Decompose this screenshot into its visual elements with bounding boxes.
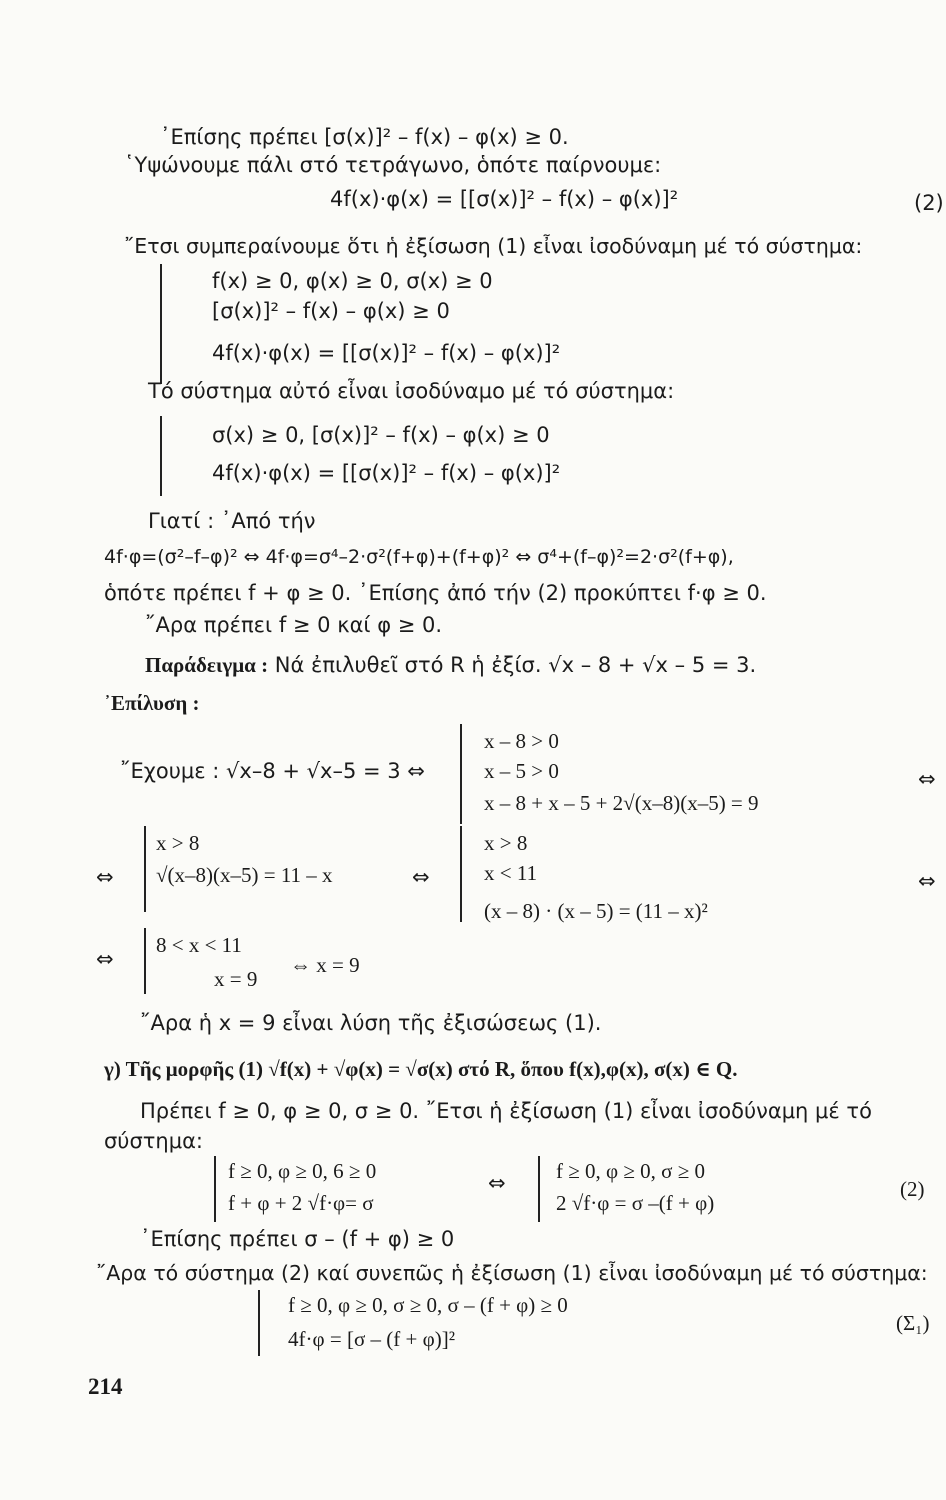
text-line: ῎Αρα πρέπει f ≥ 0 καί φ ≥ 0. (145, 613, 443, 637)
system-brace (144, 826, 146, 912)
system-brace (460, 826, 462, 922)
equivalence-arrow: ⇔ (412, 865, 430, 889)
equation: σ(x) ≥ 0, [σ(x)]² – f(x) – φ(x) ≥ 0 (212, 423, 550, 447)
system-brace (460, 724, 462, 824)
equation: [σ(x)]² – f(x) – φ(x) ≥ 0 (212, 299, 450, 323)
equation: f(x) ≥ 0, φ(x) ≥ 0, σ(x) ≥ 0 (212, 269, 493, 293)
equation: x – 8 > 0 (484, 729, 559, 753)
equation-number: (2) (900, 1177, 925, 1201)
equation: x – 5 > 0 (484, 759, 559, 783)
equation: 4f(x)·φ(x) = [[σ(x)]² – f(x) – φ(x)]² (212, 461, 561, 485)
text-line: ᾿Επίσης πρέπει [σ(x)]² – f(x) – φ(x) ≥ 0. (160, 125, 569, 149)
equation: f ≥ 0, φ ≥ 0, 6 ≥ 0 (228, 1159, 377, 1183)
page-number: 214 (88, 1374, 123, 1399)
text-line: ῎Αρα ἡ x = 9 εἶναι λύση τῆς ἐξισώσεως (1). (140, 1011, 602, 1035)
equation: x > 8 (156, 831, 200, 855)
system-brace (160, 416, 162, 496)
equation: (x – 8) · (x – 5) = (11 – x)² (484, 899, 708, 923)
equation: ⇔ x = 9 (290, 953, 360, 977)
text-line: σύστημα: (104, 1129, 204, 1153)
text-line: Πρέπει f ≥ 0, φ ≥ 0, σ ≥ 0. ῎Ετσι ἡ ἐξίσωση (1) εἶναι ἰσοδύναμη μέ τό (140, 1099, 872, 1123)
text-line: ῎Ετσι συμπεραίνουμε ὅτι ἡ ἐξίσωση (1) εἶναι ἰσοδύναμη μέ τό σύστημα: (124, 234, 863, 258)
solution-heading: ᾿Επίλυση : (104, 691, 200, 715)
equivalence-arrow: ⇔ (918, 767, 936, 791)
equation: 4f·φ = [σ – (f + φ)]² (288, 1327, 455, 1351)
equation: ῎Εχουμε : √x–8 + √x–5 = 3 ⇔ (120, 759, 425, 783)
system-brace (538, 1156, 540, 1222)
equation: 4f·φ=(σ²–f–φ)² ⇔ 4f·φ=σ⁴–2·σ²(f+φ)+(f+φ)² ⇔ σ⁴+(f–φ)²=2·σ²(f+φ), (104, 546, 734, 568)
equation: x = 9 (214, 967, 258, 991)
equation: f ≥ 0, φ ≥ 0, σ ≥ 0, σ – (f + φ) ≥ 0 (288, 1293, 568, 1317)
text-line: ὁπότε πρέπει f + φ ≥ 0. ᾿Επίσης ἀπό τήν (2) προκύπτει f·φ ≥ 0. (104, 581, 767, 605)
example-heading: Παράδειγμα : (145, 653, 269, 677)
equivalence-arrow: ⇔ (96, 947, 114, 971)
equation: x < 11 (484, 861, 538, 885)
equation-number: (2) (914, 191, 944, 215)
system-brace (258, 1290, 260, 1356)
equation: f ≥ 0, φ ≥ 0, σ ≥ 0 (556, 1159, 706, 1183)
equation-number: (Σ₁) (896, 1311, 930, 1335)
system-brace (144, 928, 146, 994)
text-line: Τό σύστημα αὐτό εἶναι ἰσοδύναμο μέ τό σύστημα: (148, 379, 675, 403)
text-line (145, 652, 756, 678)
equation: f + φ + 2 √f·φ= σ (228, 1191, 374, 1215)
equation: 2 √f·φ = σ –(f + φ) (556, 1191, 715, 1215)
equivalence-arrow: ⇔ (918, 869, 936, 893)
equivalence-arrow: ⇔ (488, 1171, 506, 1195)
text-line: ῾Υψώνουμε πάλι στό τετράγωνο, ὁπότε παίρνουμε: (124, 153, 662, 177)
example-text: Νά ἐπιλυθεῖ στό R ἡ ἐξίσ. √x – 8 + √x – 5 = 3. (268, 653, 757, 677)
text-line: ᾿Επίσης πρέπει σ – (f + φ) ≥ 0 (140, 1227, 455, 1251)
section-heading: γ) Τῆς μορφῆς (1) √f(x) + √φ(x) = √σ(x) στό R, ὅπου f(x),φ(x), σ(x) ∈ Q. (104, 1057, 738, 1081)
system-brace (214, 1156, 216, 1222)
equation: 8 < x < 11 (156, 933, 242, 957)
equation: 4f(x)·φ(x) = [[σ(x)]² – f(x) – φ(x)]² (330, 187, 679, 211)
equation: √(x–8)(x–5) = 11 – x (156, 863, 333, 887)
equivalence-arrow: ⇔ (96, 865, 114, 889)
text-line: ῎Αρα τό σύστημα (2) καί συνεπῶς ἡ ἐξίσωση (1) εἶναι ἰσοδύναμη μέ τό σύστημα: (96, 1261, 928, 1285)
text-line: Γιατί : ᾿Από τήν (148, 509, 316, 533)
equation: x – 8 + x – 5 + 2√(x–8)(x–5) = 9 (484, 791, 759, 815)
system-brace (160, 264, 162, 384)
equation: 4f(x)·φ(x) = [[σ(x)]² – f(x) – φ(x)]² (212, 341, 561, 365)
equation: x > 8 (484, 831, 528, 855)
